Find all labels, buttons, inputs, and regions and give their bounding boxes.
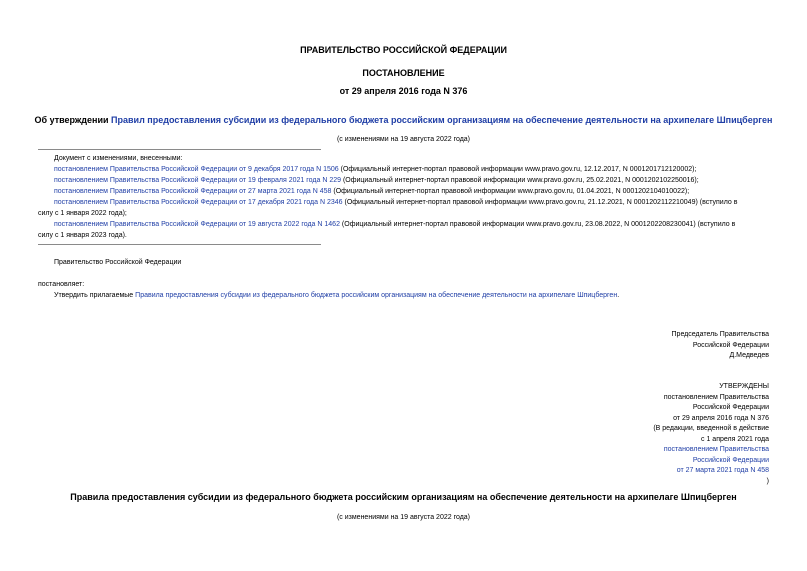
amendment-continuation: силу с 1 января 2023 года). (38, 232, 127, 239)
issuer: Правительство Российской Федерации (54, 259, 182, 266)
approved-line: постановлением Правительства (663, 393, 769, 401)
amendment-link[interactable]: постановлением Правительства Российской Федерации от 9 декабря 2017 года N 1506 (54, 166, 339, 173)
amendment-item (38, 175, 784, 186)
signature-name: Д.Медведев (729, 352, 769, 359)
approved-link-line[interactable]: от 27 марта 2021 года N 458 (676, 467, 769, 474)
amendment-continuation: силу с 1 января 2022 года); (38, 210, 127, 217)
amendment-link[interactable]: постановлением Правительства Российской Федерации от 19 февраля 2021 года N 229 (54, 177, 341, 184)
amendment-item (38, 186, 784, 197)
document-title (0, 115, 807, 125)
document-date: от 29 апреля 2016 года N 376 (339, 86, 468, 96)
changes-note: (с изменениями на 19 августа 2022 года) (336, 136, 471, 143)
rules-changes-note: (с изменениями на 19 августа 2022 года) (336, 514, 471, 521)
approved-link-line[interactable]: Российской Федерации (692, 456, 769, 464)
amendment-link[interactable]: постановлением Правительства Российской Федерации от 19 августа 2022 года N 1462 (54, 221, 340, 228)
signature-country: Российской Федерации (692, 341, 769, 349)
signature-block (672, 330, 769, 362)
approved-line: ) (766, 477, 769, 485)
amendment-text: (Официальный интернет-портал правовой информации www.pravo.gov.ru, 23.08.2022, N 0001202208230041) (вступило в (339, 221, 736, 228)
approve-prefix: Утвердить прилагаемые (54, 292, 136, 299)
approved-line: от 29 апреля 2016 года N 376 (673, 414, 769, 422)
amendments-bottom-divider (38, 244, 321, 245)
amendment-text: (Официальный интернет-портал правовой информации www.pravo.gov.ru, 01.04.2021, N 0001202104010022); (331, 188, 690, 195)
amendment-item (38, 219, 784, 230)
signature-position: Председатель Правительства (671, 331, 769, 338)
amendment-item (38, 164, 784, 175)
approved-heading: УТВЕРЖДЕНЫ (719, 383, 769, 390)
approve-suffix: . (617, 292, 620, 299)
approve-rules-link[interactable]: Правила предоставления субсидии из федерального бюджета российским организациям на обеспечение деятельности на архипелаге Шпицберген (135, 292, 618, 299)
document-type: ПОСТАНОВЛЕНИЕ (362, 68, 445, 78)
rules-title: Правила предоставления субсидии из федерального бюджета российским организациям на обеспечение деятельности на архипелаге Шпицберген (70, 492, 737, 502)
amendment-link[interactable]: постановлением Правительства Российской Федерации от 27 марта 2021 года N 458 (54, 188, 332, 195)
amendment-text: (Официальный интернет-портал правовой информации www.pravo.gov.ru, 21.12.2021, N 0001202112210049) (вступило в (342, 199, 738, 206)
government-heading: ПРАВИТЕЛЬСТВО РОССИЙСКОЙ ФЕДЕРАЦИИ (300, 45, 507, 55)
approved-block (653, 382, 769, 487)
approved-link-line[interactable]: постановлением Правительства (663, 446, 769, 453)
title-rules-link[interactable]: Правил предоставления субсидии из федерального бюджета российским организациям на обеспечение деятельности на архипелаге Шпицберген (111, 115, 773, 125)
amendments-intro: Документ с изменениями, внесенными: (54, 155, 183, 162)
approve-paragraph (38, 290, 784, 301)
approved-line: с 1 апреля 2021 года (701, 435, 769, 443)
amendments-top-divider (38, 149, 321, 150)
approved-line: (В редакции, введенной в действие (653, 425, 769, 432)
amendment-text: (Официальный интернет-портал правовой информации www.pravo.gov.ru, 25.02.2021, N 0001202102250016); (341, 177, 699, 184)
approved-line: Российской Федерации (692, 404, 769, 411)
amendment-item (38, 197, 784, 208)
amendment-text: (Официальный интернет-портал правовой информации www.pravo.gov.ru, 12.12.2017, N 0001201712120002); (338, 166, 697, 173)
decrees-label: постановляет: (38, 281, 85, 288)
amendment-link[interactable]: постановлением Правительства Российской Федерации от 17 декабря 2021 года N 2346 (54, 199, 343, 206)
title-prefix: Об утверждении (34, 115, 112, 125)
